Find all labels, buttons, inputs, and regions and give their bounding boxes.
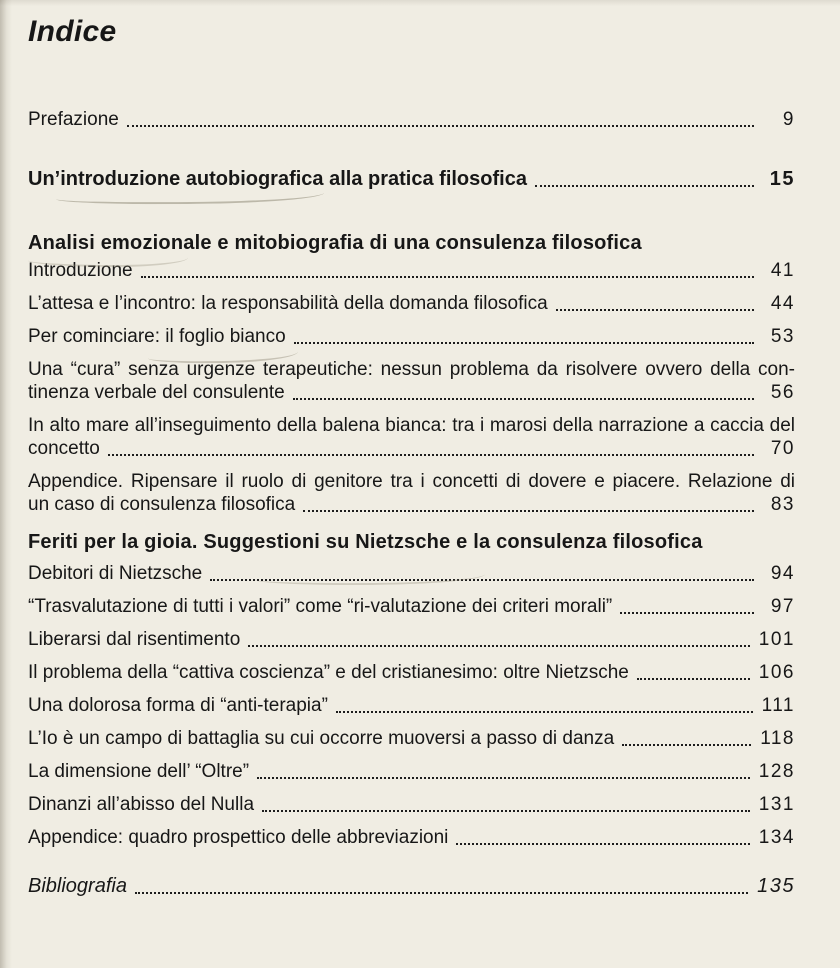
toc-entry-text: tinenza verbale del consulente <box>28 382 285 403</box>
toc-entry-row <box>28 760 795 783</box>
toc-entry <box>28 661 795 684</box>
dot-leader <box>141 276 754 278</box>
page-number: 9 <box>782 109 795 130</box>
page-number: 118 <box>760 728 795 749</box>
page-number: 41 <box>770 260 795 281</box>
toc-entry-row <box>28 562 795 585</box>
toc-entry-text: “Trasvalutazione di tutti i valori” come “ri-valutazione dei criteri morali” <box>28 596 613 617</box>
toc-entry-text: Appendice: quadro prospettico delle abbreviazioni <box>28 827 449 848</box>
toc <box>28 108 795 898</box>
toc-section <box>28 167 795 191</box>
toc-entry-row <box>28 826 795 849</box>
toc-entry-row <box>28 793 795 816</box>
page-number: 83 <box>770 494 795 515</box>
toc-entry <box>28 793 795 816</box>
toc-entry-text: L’Io è un campo di battaglia su cui occorre muoversi a passo di danza <box>28 728 615 749</box>
dot-leader <box>108 454 754 456</box>
toc-entry <box>28 292 795 315</box>
toc-entry-row <box>28 108 795 131</box>
dot-leader <box>622 744 751 746</box>
page-number: 94 <box>770 563 795 584</box>
dot-leader <box>336 711 753 713</box>
toc-entry <box>28 760 795 783</box>
toc-entry <box>28 727 795 750</box>
toc-entry <box>28 325 795 348</box>
dot-leader <box>556 309 754 311</box>
dot-leader <box>456 843 749 845</box>
toc-entry <box>28 826 795 849</box>
page-number: 15 <box>769 168 795 190</box>
dot-leader <box>535 185 754 187</box>
toc-entry <box>28 167 795 191</box>
toc-entry <box>28 414 795 460</box>
dot-leader <box>620 612 754 614</box>
toc-entry-row <box>28 694 795 717</box>
toc-entry-text: Bibliografia <box>28 875 127 897</box>
page-number: 134 <box>758 827 795 848</box>
dot-leader <box>127 125 754 127</box>
toc-entry-row <box>28 875 795 898</box>
page-number: 128 <box>758 761 795 782</box>
toc-entry-text: L’attesa e l’incontro: la responsabilità della domanda filosofica <box>28 293 548 314</box>
page-title: Indice <box>28 15 117 48</box>
toc-entry-line: Una “cura” senza urgenze terapeutiche: nessun problema da risolvere ovvero della con- <box>28 359 795 380</box>
toc-section <box>28 875 795 898</box>
toc-entry-line: Appendice. Ripensare il ruolo di genitore tra i concetti di dovere e piacere. Relazione di <box>28 471 795 492</box>
toc-entry-row <box>28 727 795 750</box>
dot-leader <box>135 892 748 894</box>
toc-entry-text: La dimensione dell’ “Oltre” <box>28 761 250 782</box>
page-number: 53 <box>770 326 795 347</box>
dot-leader <box>248 645 750 647</box>
toc-entry-text: Introduzione <box>28 260 133 281</box>
dot-leader <box>303 510 754 512</box>
toc-entry-text: Debitori di Nietzsche <box>28 563 203 584</box>
toc-entry <box>28 259 795 282</box>
toc-entry-row <box>28 325 795 348</box>
toc-entry-text: Liberarsi dal risentimento <box>28 629 241 650</box>
page-number: 97 <box>770 596 795 617</box>
toc-entry-row <box>28 661 795 684</box>
toc-section <box>28 231 795 516</box>
toc-entry <box>28 562 795 585</box>
dot-leader <box>293 398 754 400</box>
dot-leader <box>210 579 754 581</box>
toc-entry-text: Un’introduzione autobiografica alla pratica filosofica <box>28 168 527 190</box>
page-number: 56 <box>770 382 795 403</box>
toc-entry <box>28 108 795 131</box>
dot-leader <box>262 810 750 812</box>
toc-entry-row <box>28 259 795 282</box>
toc-entry-text: Prefazione <box>28 109 119 130</box>
toc-entry-text: Una dolorosa forma di “anti-terapia” <box>28 695 328 716</box>
section-heading: Feriti per la gioia. Suggestioni su Nietzsche e la consulenza filosofica <box>28 531 703 553</box>
toc-entry <box>28 358 795 404</box>
page-number: 101 <box>758 629 795 650</box>
toc-entry-row <box>28 381 795 404</box>
toc-entry-line: In alto mare all’inseguimento della balena bianca: tra i marosi della narrazione a caccia del <box>28 415 795 436</box>
toc-entry <box>28 595 795 618</box>
toc-entry <box>28 470 795 516</box>
page-number: 135 <box>757 875 795 897</box>
toc-entry-row <box>28 437 795 460</box>
toc-entry-text: Dinanzi all’abisso del Nulla <box>28 794 255 815</box>
page-number: 106 <box>758 662 795 683</box>
toc-entry-row <box>28 595 795 618</box>
toc-entry-text: concetto <box>28 438 100 459</box>
toc-entry-row <box>28 493 795 516</box>
dot-leader <box>257 777 750 779</box>
toc-entry-row <box>28 292 795 315</box>
toc-section <box>28 108 795 131</box>
toc-entry <box>28 875 795 898</box>
dot-leader <box>637 678 750 680</box>
toc-entry-text: Il problema della “cattiva coscienza” e del cristianesimo: oltre Nietzsche <box>28 662 629 683</box>
toc-entry <box>28 628 795 651</box>
toc-section <box>28 530 795 849</box>
toc-entry-text: Per cominciare: il foglio bianco <box>28 326 286 347</box>
toc-entry-text: un caso di consulenza filosofica <box>28 494 296 515</box>
page-number: 111 <box>761 695 795 716</box>
toc-entry <box>28 694 795 717</box>
page-number: 70 <box>770 438 795 459</box>
toc-entry-row <box>28 628 795 651</box>
section-heading: Analisi emozionale e mitobiografia di una consulenza filosofica <box>28 232 642 254</box>
dot-leader <box>294 342 754 344</box>
toc-entry-row <box>28 167 795 191</box>
page-number: 44 <box>770 293 795 314</box>
page-number: 131 <box>758 794 795 815</box>
